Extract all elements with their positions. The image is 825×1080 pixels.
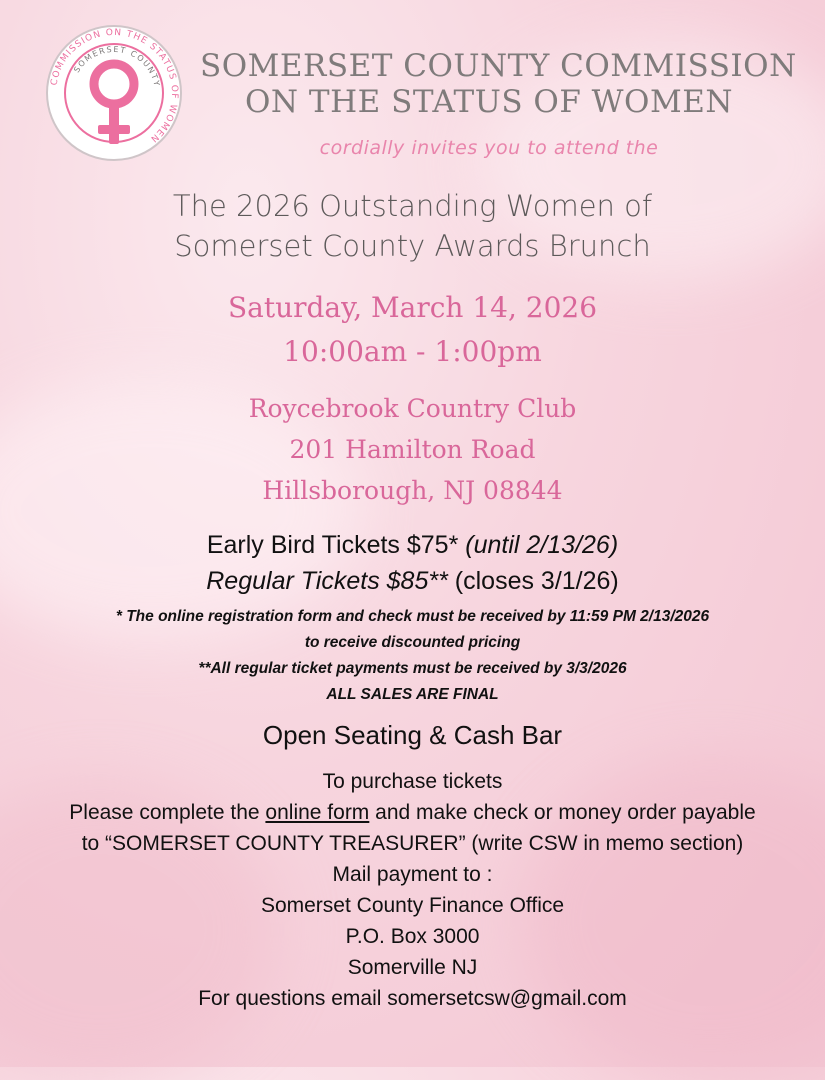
- fine-print-line: to receive discounted pricing: [304, 634, 521, 651]
- venue-city: Hillsborough, NJ 08844: [262, 476, 563, 505]
- purchase-instructions-text: [60, 797, 765, 859]
- event-date-time: [0, 286, 825, 374]
- regular-tickets: [0, 563, 825, 599]
- event-venue: [0, 388, 825, 511]
- mail-city: Somerville NJ: [347, 956, 478, 979]
- org-line-2: ON THE STATUS OF WOMEN: [245, 84, 733, 120]
- early-bird-tickets: [0, 527, 825, 563]
- regular-label: Regular Tickets $85**: [206, 567, 448, 595]
- commission-logo: [45, 24, 183, 164]
- purchase-instructions: [60, 766, 765, 1014]
- ticket-pricing: [0, 527, 825, 599]
- mail-label: Mail payment to :: [332, 863, 493, 886]
- event-date: Saturday, March 14, 2026: [227, 291, 598, 324]
- early-bird-note: (until 2/13/26): [465, 531, 619, 559]
- regular-note: (closes 3/1/26): [454, 567, 619, 595]
- event-title: [0, 186, 825, 266]
- early-bird-label: Early Bird Tickets $75*: [206, 531, 459, 559]
- po-box: P.O. Box 3000: [345, 925, 480, 948]
- org-line-1: SOMERSET COUNTY COMMISSION: [200, 48, 797, 84]
- fine-print-line: * The online registration form and check must be received by 11:59 PM 2/13/2026: [115, 608, 710, 625]
- venue-name: Roycebrook Country Club: [248, 394, 577, 423]
- fine-print-line: **All regular ticket payments must be received by 3/3/2026: [198, 660, 627, 677]
- venue-street: 201 Hamilton Road: [289, 435, 536, 464]
- purchase-text-after: and make check or money order payable to “SOMERSET COUNTY TREASURER” (write CSW in memo section): [81, 801, 756, 855]
- event-title-line-2: Somerset County Awards Brunch: [174, 229, 651, 263]
- fine-print: [0, 604, 825, 708]
- purchase-heading: To purchase tickets: [322, 770, 503, 793]
- finance-office: Somerset County Finance Office: [260, 894, 565, 917]
- organization-name: [200, 48, 797, 120]
- fine-print-line: ALL SALES ARE FINAL: [326, 686, 499, 703]
- logo-inner-textpath: SOMERSET COUNTY: [72, 44, 162, 88]
- purchase-text-before: Please complete the: [69, 801, 260, 824]
- event-time: 10:00am - 1:00pm: [283, 335, 542, 368]
- seating-info: Open Seating & Cash Bar: [262, 720, 563, 750]
- invitation-text: cordially invites you to attend the: [319, 137, 659, 159]
- questions-email: For questions email somersetcsw@gmail.com: [198, 987, 627, 1010]
- event-title-line-1: The 2026 Outstanding Women of: [172, 189, 653, 223]
- logo-outer-textpath: COMMISSION ON THE STATUS OF WOMEN: [49, 27, 180, 145]
- online-form-link[interactable]: online form: [265, 801, 370, 824]
